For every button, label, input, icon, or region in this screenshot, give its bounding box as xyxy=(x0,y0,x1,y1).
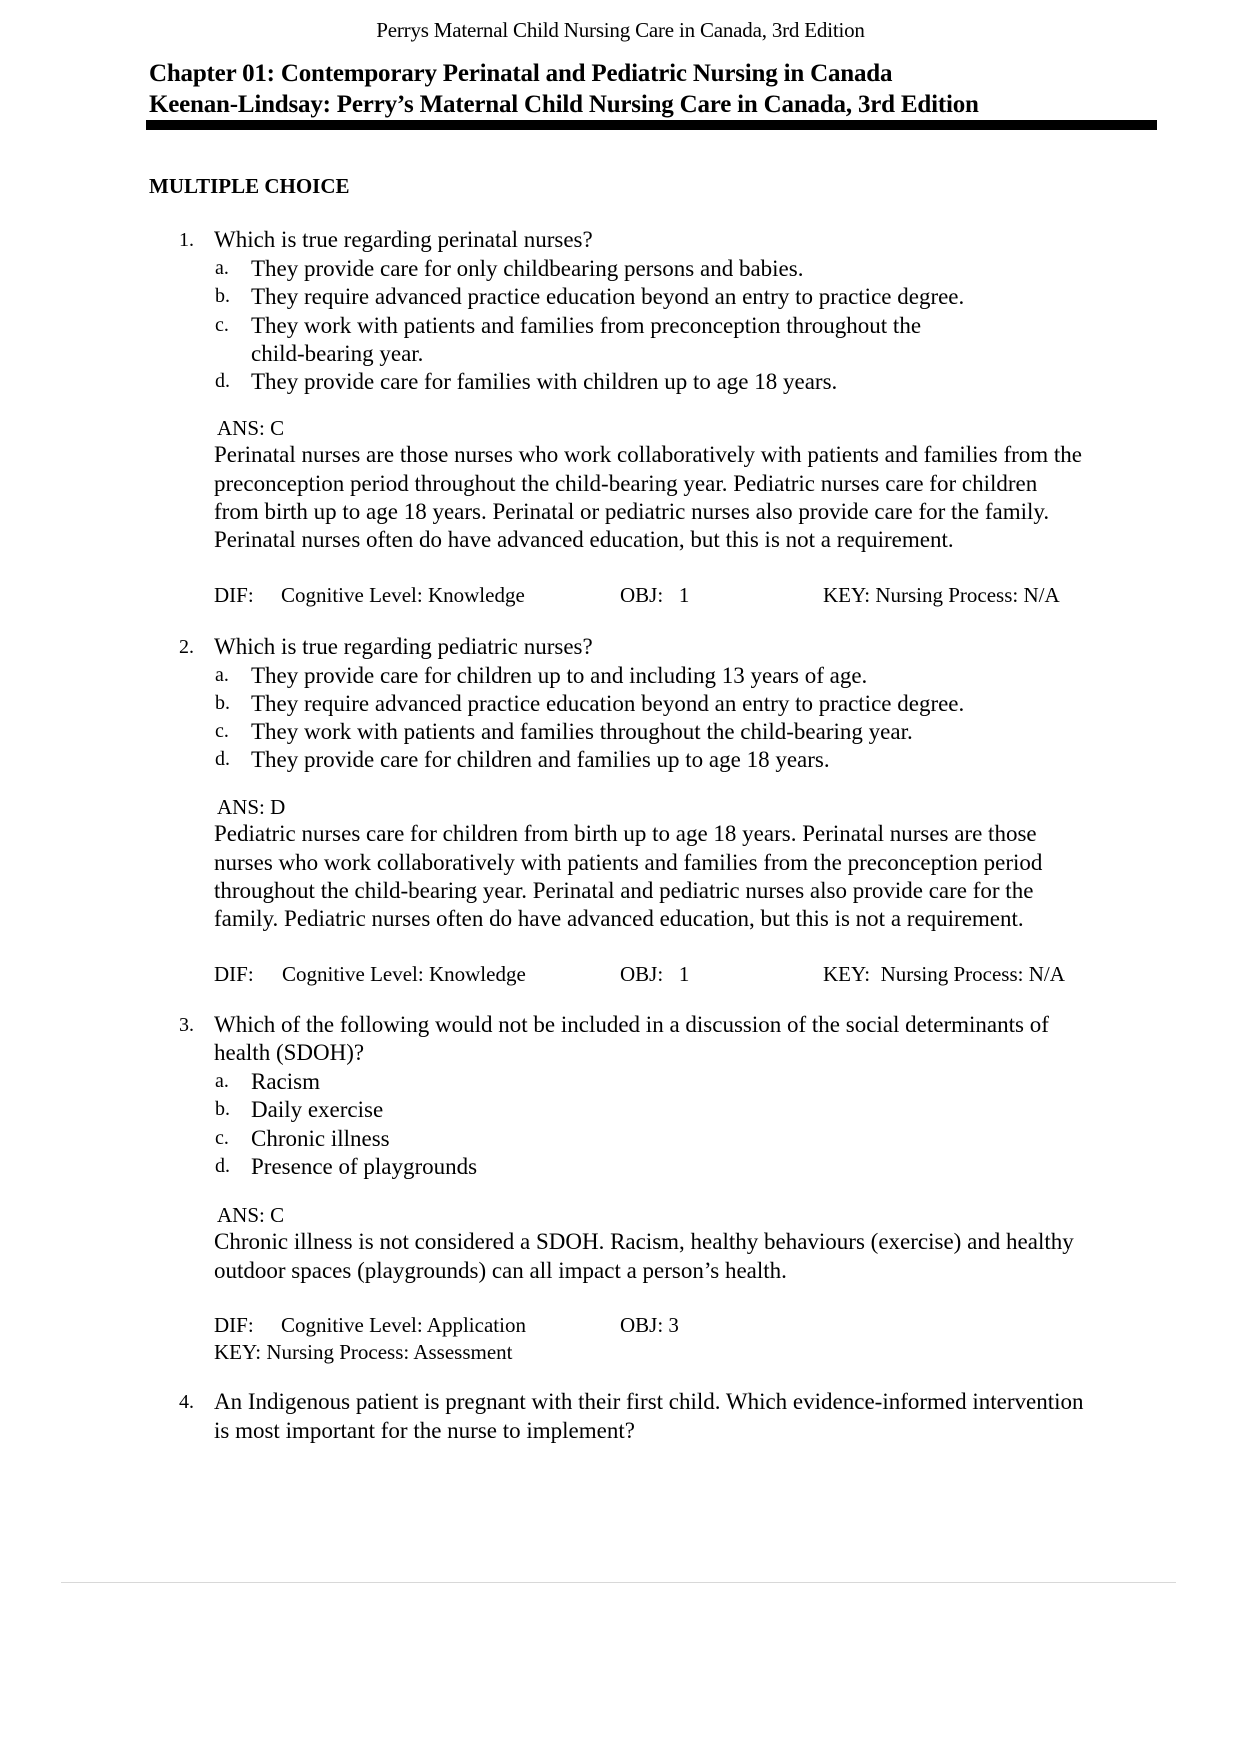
rationale-line: Perinatal nurses are those nurses who work collaboratively with patients and families from the xyxy=(214,442,1083,467)
rationale-line: from birth up to age 18 years. Perinatal or pediatric nurses also provide care for the family. xyxy=(214,499,1050,524)
page-break-rule xyxy=(61,1582,1176,1583)
rationale-line: outdoor spaces (playgrounds) can all impact a person’s health. xyxy=(214,1258,787,1283)
rationale-line: Pediatric nurses care for children from birth up to age 18 years. Perinatal nurses are those xyxy=(214,821,1037,846)
question-number: 2. xyxy=(179,636,194,658)
dif-label: DIF: xyxy=(214,962,254,986)
answer: ANS: C xyxy=(217,416,285,440)
rationale-line: Perinatal nurses often do have advanced education, but this is not a requirement. xyxy=(214,527,954,552)
rationale-line: preconception period throughout the child-bearing year. Pediatric nurses care for children xyxy=(214,471,1038,496)
stem-line: is most important for the nurse to implement? xyxy=(214,1418,635,1443)
stem-line: Which of the following would not be included in a discussion of the social determinants of xyxy=(214,1012,1049,1037)
rationale-line: nurses who work collaboratively with patients and families from the preconception period xyxy=(214,850,1043,875)
rationale-line: throughout the child-bearing year. Perinatal and pediatric nurses also provide care for the xyxy=(214,878,1034,903)
stem-line: Which is true regarding perinatal nurses? xyxy=(214,227,593,252)
question-number: 3. xyxy=(179,1014,194,1036)
section-heading: MULTIPLE CHOICE xyxy=(149,174,350,198)
running-header: Perrys Maternal Child Nursing Care in Canada, 3rd Edition xyxy=(376,18,865,42)
stem-line: Which is true regarding pediatric nurses? xyxy=(214,634,593,659)
question-number: 4. xyxy=(179,1391,194,1413)
objective: OBJ: 1 xyxy=(620,583,690,607)
book-title-line: Keenan-Lindsay: Perry’s Maternal Child Nursing Care in Canada, 3rd Edition xyxy=(149,91,979,118)
objective: OBJ: 3 xyxy=(620,1313,679,1337)
dif-label: DIF: xyxy=(214,1313,254,1337)
question-number: 1. xyxy=(179,229,194,251)
dif-value: Cognitive Level: Knowledge xyxy=(282,962,526,986)
key: KEY: Nursing Process: N/A xyxy=(823,583,1060,607)
key: KEY: Nursing Process: Assessment xyxy=(214,1340,513,1364)
chapter-title xyxy=(149,58,979,120)
chapter-title-line: Chapter 01: Contemporary Perinatal and Pediatric Nursing in Canada xyxy=(149,60,893,87)
stem-line: An Indigenous patient is pregnant with their first child. Which evidence-informed intervention xyxy=(214,1389,1084,1414)
answer: ANS: C xyxy=(217,1203,285,1227)
answer: ANS: D xyxy=(217,795,286,819)
dif-value: Cognitive Level: Application xyxy=(281,1313,526,1337)
rationale-line: family. Pediatric nurses often do have advanced education, but this is not a requirement. xyxy=(214,906,1024,931)
key: KEY: Nursing Process: N/A xyxy=(823,962,1065,986)
stem-line: health (SDOH)? xyxy=(214,1040,365,1065)
objective: OBJ: 1 xyxy=(620,962,690,986)
rationale-line: Chronic illness is not considered a SDOH. Racism, healthy behaviours (exercise) and healthy xyxy=(214,1229,1074,1254)
dif-label: DIF: xyxy=(214,583,254,607)
dif-value: Cognitive Level: Knowledge xyxy=(281,583,525,607)
header-rule xyxy=(146,120,1157,130)
